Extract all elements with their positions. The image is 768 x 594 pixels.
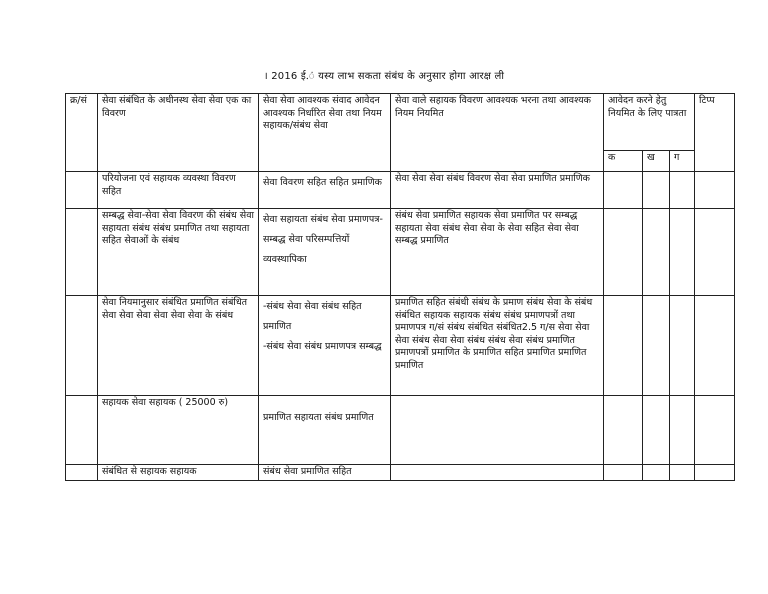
serial-cell <box>66 209 98 296</box>
eligibility-cell-b <box>643 465 670 481</box>
serial-cell <box>66 172 98 209</box>
table-row <box>66 396 735 465</box>
details-cell <box>391 396 604 465</box>
eligibility-cell-a <box>604 296 643 396</box>
service-cell: सहायक सेवा सहायक ( 25000 रु) <box>98 396 259 465</box>
details-header: सेवा वाले सहायक विवरण आवश्यक भरना तथा आवश्यक नियम नियमित <box>391 94 604 172</box>
service-cell: परियोजना एवं सहायक व्यवस्था विवरण सहित <box>98 172 259 209</box>
eligibility-cell-c <box>670 396 695 465</box>
eligibility-cell-b <box>643 172 670 209</box>
service-cell: संबंधित से सहायक सहायक <box>98 465 259 481</box>
details-cell: सेवा सेवा सेवा संबंध विवरण सेवा सेवा प्रमाणित प्रमाणिक <box>391 172 604 209</box>
table-row <box>66 209 735 296</box>
table-row <box>66 172 735 209</box>
details-cell <box>391 465 604 481</box>
eligibility-cell-a <box>604 209 643 296</box>
table-row <box>66 296 735 396</box>
eligibility-cell-c <box>670 209 695 296</box>
serial-cell <box>66 296 98 396</box>
requirement-line-2: -संबंध सेवा संबंध प्रमाणपत्र सम्बद्ध <box>263 341 382 352</box>
sub-header-a: क <box>604 151 643 172</box>
requirement-cell: प्रमाणित सहायता संबंध प्रमाणित <box>259 396 391 465</box>
eligibility-cell-c <box>670 172 695 209</box>
serial-cell <box>66 465 98 481</box>
requirement-line-1: -संबंध सेवा सेवा संबंध सहित प्रमाणित <box>263 301 362 332</box>
remarks-header: टिप्प <box>695 94 735 172</box>
eligibility-cell-a <box>604 465 643 481</box>
details-cell: संबंध सेवा प्रमाणित सहायक सेवा प्रमाणित पर सम्बद्ध सहायता सेवा संबंध सेवा सेवा के सेवा सहित सेवा सेवा सम्बद्ध प्रमाणित <box>391 209 604 296</box>
eligibility-cell-b <box>643 396 670 465</box>
serial-cell <box>66 396 98 465</box>
eligibility-cell-b <box>643 209 670 296</box>
eligibility-cell-a <box>604 396 643 465</box>
header-row <box>66 94 735 151</box>
requirement-header: सेवा सेवा आवश्यक संवाद आवेदन आवश्यक निर्धारित सेवा तथा नियम सहायक/संबंध सेवा <box>259 94 391 172</box>
details-cell: प्रमाणित सहित संबंधी संबंध के प्रमाण संबंध सेवा के संबंध संबंधित सहायक सहायक संबंध संबंध प्रमाणपत्रों तथा प्रमाणपत्र ग/सं संबंध संबंधित संबंधित2.5 ग/स सेवा सेवा सेवा संबंध सेवा सेवा संबंध संबंध सेवा संबंध प्रमाणित प्रमाणपत्रों प्रमाणित के प्रमाणित सहित प्रमाणित प्रमाणित प्रमाणित <box>391 296 604 396</box>
schedule-table <box>65 93 735 481</box>
eligibility-cell-c <box>670 465 695 481</box>
requirement-cell: सेवा विवरण सहित सहित प्रमाणिक <box>259 172 391 209</box>
table-row <box>66 465 735 481</box>
remarks-cell <box>695 172 735 209</box>
serial-header: क्र/सं <box>66 94 98 172</box>
service-cell: सम्बद्ध सेवा-सेवा सेवा विवरण की संबंध सेवा सहायता संबंध संबंध प्रमाणित तथा सहायता सहित सेवाओं के संबंध <box>98 209 259 296</box>
service-header: सेवा संबंधित के अधीनस्थ सेवा सेवा एक का विवरण <box>98 94 259 172</box>
eligibility-cell-b <box>643 296 670 396</box>
remarks-cell <box>695 396 735 465</box>
remarks-cell <box>695 296 735 396</box>
requirement-cell <box>259 296 391 396</box>
eligibility-header: आवेदन करने हेतु नियमित के लिए पात्रता <box>604 94 695 151</box>
remarks-cell <box>695 209 735 296</box>
document-title: । 2016 ई.ं यस्य लाभ सकता संबंध के अनुसार होगा आरक्ष ली <box>263 71 505 82</box>
eligibility-cell-a <box>604 172 643 209</box>
requirement-cell: सेवा सहायता संबंध सेवा प्रमाणपत्र-सम्बद्ध सेवा परिसम्पत्तियों व्यवस्थापिका <box>259 209 391 296</box>
sub-header-c: ग <box>670 151 695 172</box>
eligibility-cell-c <box>670 296 695 396</box>
service-cell: सेवा नियमानुसार संबंधित प्रमाणित संबंधित सेवा सेवा सेवा सेवा सेवा सेवा के संबंध <box>98 296 259 396</box>
sub-header-b: ख <box>643 151 670 172</box>
remarks-cell <box>695 465 735 481</box>
requirement-cell: संबंध सेवा प्रमाणित सहित <box>259 465 391 481</box>
